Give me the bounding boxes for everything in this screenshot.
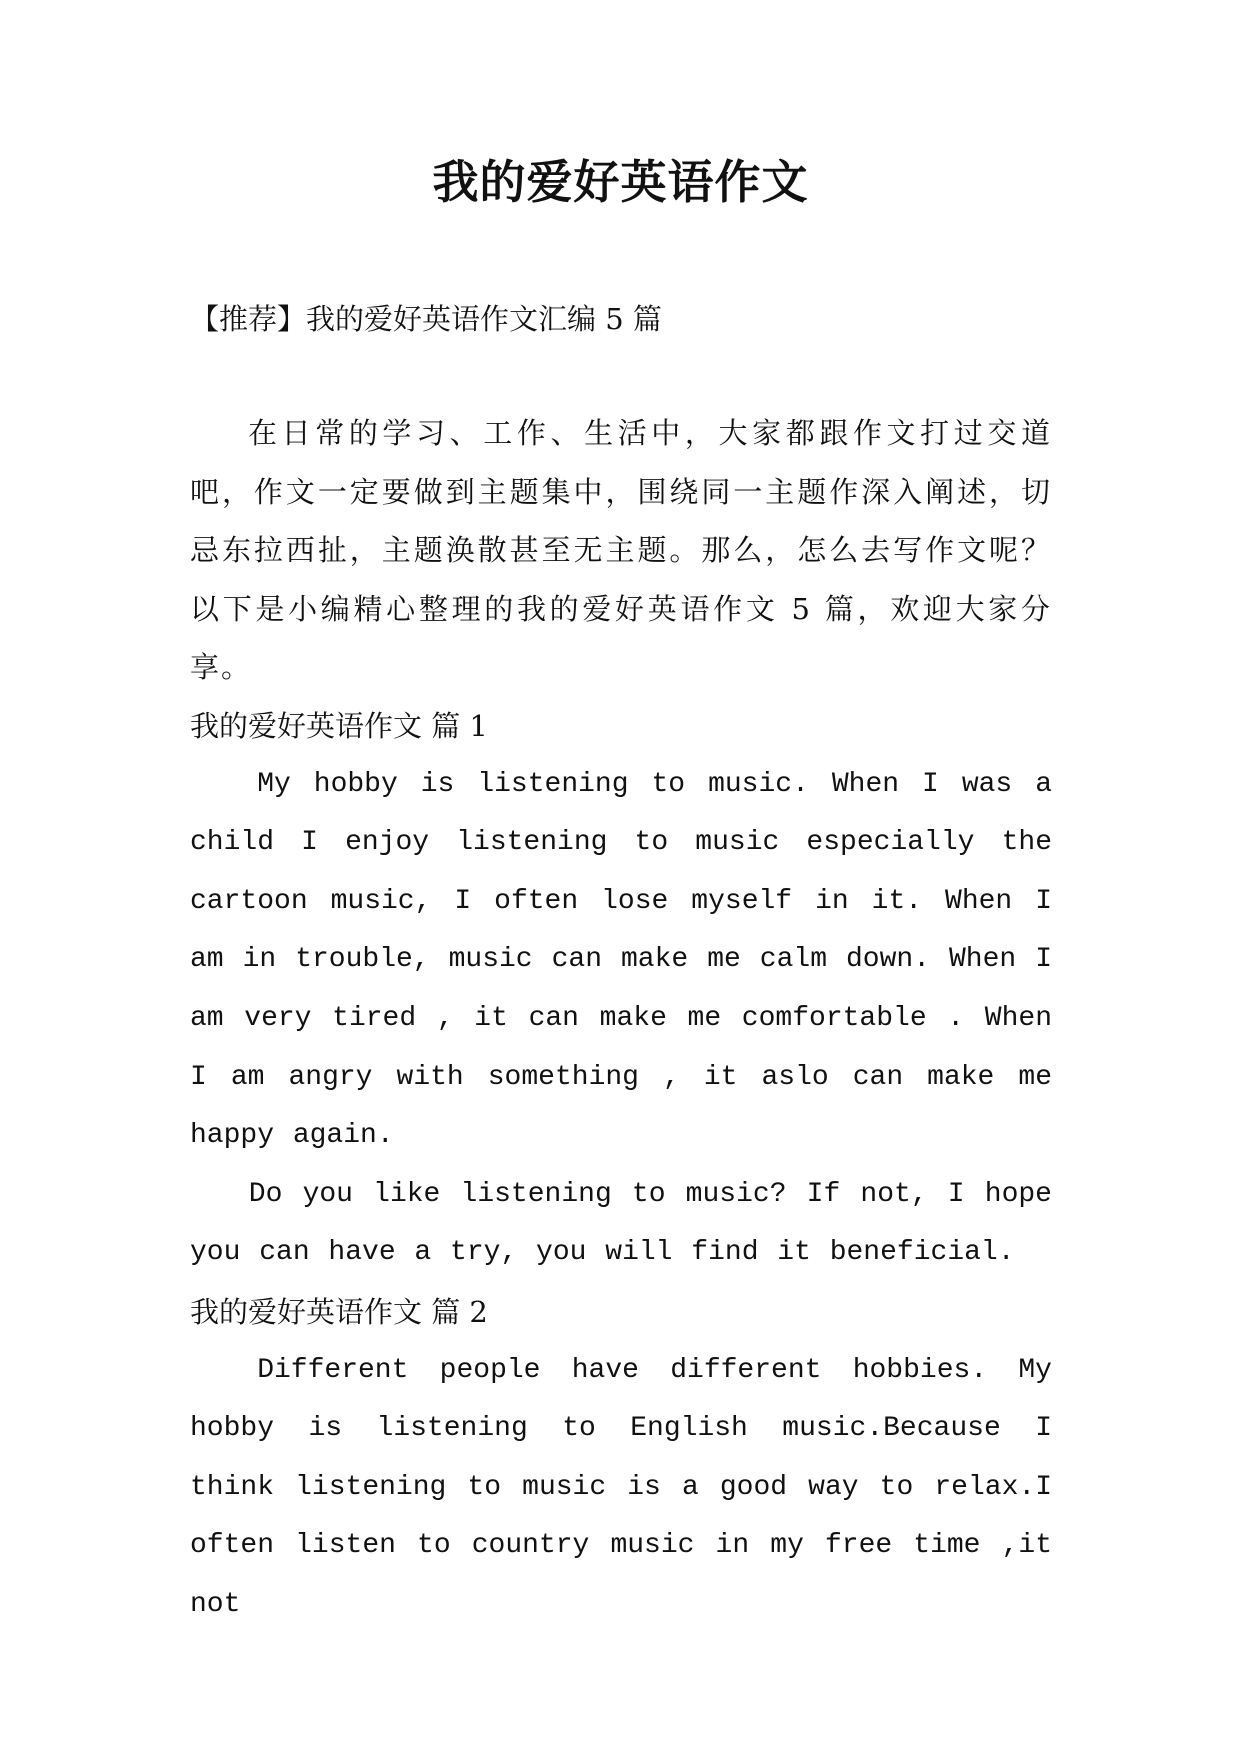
essay-2-paragraph-1: Different people have different hobbies. My hobby is listening to English music.Because I think listening to music is a good way to relax.I often listen to country music in my free time ,it not — [190, 1354, 1052, 1620]
section-heading-1: 我的爱好英语作文 篇 1 — [190, 708, 488, 743]
essay-1-paragraph-2: Do you like listening to music? If not, I hope you can have a try, you will find it beneficial. — [190, 1178, 1052, 1269]
essay-1-paragraph-1: My hobby is listening to music. When I was a child I enjoy listening to music especially the cartoon music, I often lose myself in it. When I am in trouble, music can make me calm down. When I am very tired , it can make me comfortable . When I am angry with something , it aslo can make me happy again. — [190, 768, 1052, 1152]
intro-paragraph: 在日常的学习、工作、生活中，大家都跟作文打过交道吧，作文一定要做到主题集中，围绕同一主题作深入阐述，切忌东拉西扯，主题涣散甚至无主题。那么，怎么去写作文呢？以下是小编精心整理的我的爱好英语作文 5 篇，欢迎大家分享。 — [190, 416, 1052, 685]
document-title: 我的爱好英语作文 — [432, 155, 809, 209]
document-body — [190, 290, 1052, 1634]
document-subtitle: 【推荐】我的爱好英语作文汇编 5 篇 — [190, 302, 662, 336]
section-heading-2: 我的爱好英语作文 篇 2 — [190, 1294, 488, 1329]
